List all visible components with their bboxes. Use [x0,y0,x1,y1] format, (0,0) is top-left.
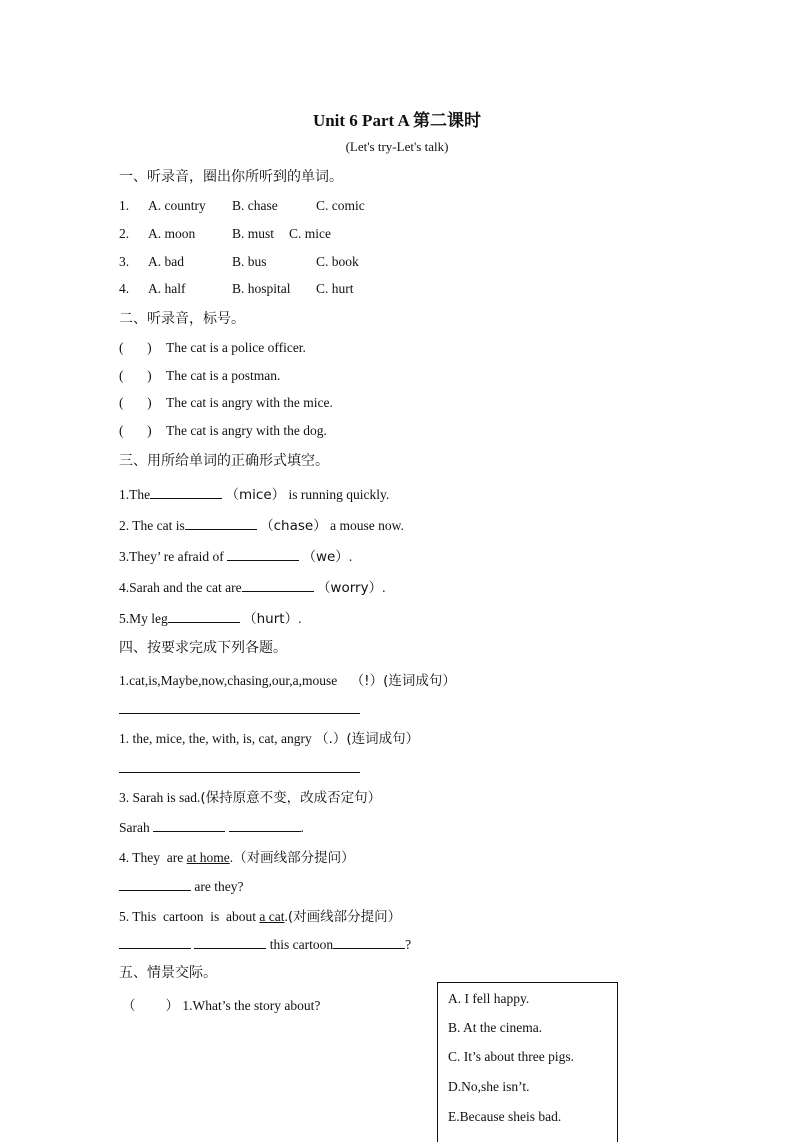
item-prefix: 2. The cat is [119,518,185,533]
answer-blank[interactable] [119,934,191,949]
question-instruction: (对画线部分提问） [287,909,402,925]
answer-end: ? [405,937,412,952]
options-box [437,982,618,1142]
answer-blank[interactable] [194,934,266,949]
item-prefix: 3.They’ re afraid of [119,549,224,564]
answer-row [119,934,411,953]
answer-blank[interactable] [229,817,301,832]
answer-row [119,876,243,895]
item-number: 2. [119,226,130,241]
given-word: （hurt） [243,611,299,627]
section4-heading: 四、按要求完成下列各题。 [119,640,287,656]
section1-heading: 一、听录音，圈出你所听到的单词。 [119,169,343,185]
statement-text: The cat is a postman. [166,368,281,383]
page-title: Unit 6 Part A 第二课时 [312,111,482,130]
section5-heading: 五、情景交际。 [119,965,217,981]
question-instruction: （.）(连词成句） [315,731,420,747]
item-suffix: . [382,580,386,595]
item-prefix: 5.My leg [119,611,168,626]
question-instruction: （!）(连词成句） [350,673,456,689]
option-c: C. comic [316,198,365,213]
option-b: B. chase [232,198,278,213]
option-c: C. hurt [316,281,354,296]
fill-blank-item [119,545,352,565]
option-b: B. hospital [232,281,291,296]
answer-paren: ( ) [119,340,152,355]
question-text-end: . [284,909,288,924]
page-subtitle: (Let's try-Let's talk) [345,139,449,154]
question-4-5 [119,905,401,925]
given-word: （we） [302,549,349,565]
option-item: A. I fell happy. [448,991,530,1006]
question-text-end: . [229,850,234,865]
fill-blank-item [119,483,389,503]
section3-heading: 三、用所给单词的正确形式填空。 [119,453,329,469]
question-instruction: (保持原意不变，改成否定句） [200,790,382,806]
fill-blank-item [119,607,301,627]
answer-line[interactable] [119,713,360,714]
item-number: 4. [119,281,130,296]
answer-paren: ( ) [119,423,152,438]
item-number: 3. [119,254,130,269]
answer-paren: ( ) [119,395,152,410]
option-a: A. country [148,198,206,213]
answer-line[interactable] [119,772,360,773]
answer-blank[interactable] [333,934,405,949]
given-word: （chase） [260,518,327,534]
answer-suffix: are they? [194,879,244,894]
statement-text: The cat is angry with the dog. [166,423,327,438]
answer-end: . [300,820,304,835]
option-a: A. half [148,281,186,296]
option-item: E.Because sheis bad. [448,1109,562,1124]
option-b: B. must [232,226,275,241]
answer-middle: this cartoon [269,937,334,952]
question-4-4 [119,846,355,866]
option-b: B. bus [232,254,267,269]
item-suffix: a mouse now. [330,518,404,533]
item-suffix: . [298,611,302,626]
answer-blank[interactable] [227,546,299,561]
fill-blank-item [119,514,404,534]
statement-text: The cat is angry with the mice. [166,395,333,410]
option-item: C. It’s about three pigs. [448,1049,574,1064]
answer-blank[interactable] [119,876,191,891]
answer-blank[interactable] [150,484,222,499]
option-item: D.No,she isn’t. [448,1079,530,1094]
item-prefix: 4.Sarah and the cat are [119,580,242,595]
answer-prefix: Sarah [119,820,150,835]
underlined-phrase: a cat [259,909,285,924]
answer-blank[interactable] [168,608,240,623]
question-text: 4. They are [119,850,187,865]
answer-blank[interactable] [242,577,314,592]
question-text: 5. This cartoon is about [119,909,260,924]
answer-blank[interactable] [153,817,225,832]
option-c: C. book [316,254,359,269]
question-text: 3. Sarah is sad. [119,790,201,805]
option-c: C. mice [289,226,331,241]
question-4-3 [119,786,381,806]
underlined-phrase: at home [186,850,230,865]
question-4-1 [119,669,456,689]
question-text: 1.What’s the story about? [182,998,321,1013]
answer-paren: （ ） [122,998,180,1014]
dialog-question [122,994,320,1014]
answer-paren: ( ) [119,368,152,383]
item-prefix: 1.The [119,487,151,502]
item-suffix: is running quickly. [288,487,390,502]
option-a: A. bad [148,254,184,269]
option-item: B. At the cinema. [448,1020,543,1035]
section2-heading: 二、听录音，标号。 [119,311,245,327]
item-number: 1. [119,198,130,213]
fill-blank-item [119,576,385,596]
option-a: A. moon [148,226,196,241]
question-instruction: （对画线部分提问） [233,850,355,866]
statement-text: The cat is a police officer. [166,340,306,355]
question-4-2 [119,727,419,747]
given-word: （mice） [225,487,286,503]
given-word: （worry） [316,580,383,596]
question-text: 1.cat,is,Maybe,now,chasing,our,a,mouse [119,673,338,688]
answer-blank[interactable] [185,515,257,530]
question-text: 1. the, mice, the, with, is, cat, angry [119,731,312,746]
item-suffix: . [348,549,353,564]
answer-row [119,817,304,836]
